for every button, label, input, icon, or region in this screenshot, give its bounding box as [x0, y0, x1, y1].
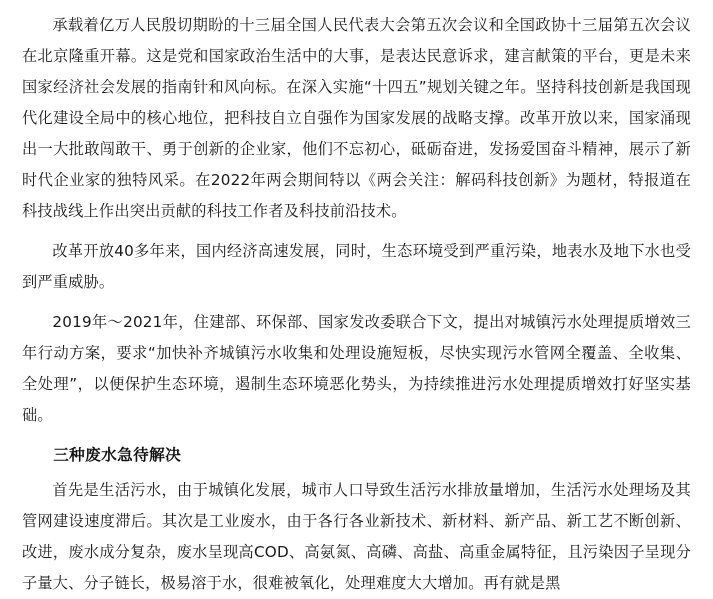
paragraph-intro: 承载着亿万人民殷切期盼的十三届全国人民代表大会第五次会议和全国政协十三届第五次会议在北京隆重开幕。这是党和国家政治生活中的大事，是表达民意诉求，建言献策的平台，更是未来国家经济社会发展的指南针和风向标。在深入实施“十四五”规划关键之年。坚持科技创新是我国现代化建设全局中的核心地位，把科技自立自强作为国家发展的战略支撑。改革开放以来，国家涌现出一大批敢闯敢干、勇于创新的企业家，他们不忘初心，砥砺奋进，发扬爱国奋斗精神，展示了新时代企业家的独特风采。在2022年两会期间特以《两会关注：解码科技创新》为题材，特报道在科技战线上作出突出贡献的科技工作者及科技前沿技术。: [22, 16, 691, 220]
paragraph-policy: 2019年～2021年，住建部、环保部、国家发改委联合下文，提出对城镇污水处理提质增效三年行动方案，要求“加快补齐城镇污水收集和处理设施短板，尽快实现污水管网全覆盖、全收集、全处理”，以便保护生态环境，遏制生态环境恶化势头，为持续推进污水处理提质增效打好坚实基础。: [22, 313, 691, 424]
paragraph-reform: 改革开放40多年来，国内经济高速发展，同时，生态环境受到严重污染，地表水及地下水也受到严重威胁。: [22, 242, 691, 291]
paragraph-wastewater-types: 首先是生活污水，由于城镇化发展，城市人口导致生活污水排放量增加，生活污水处理场及其管网建设速度滞后。其次是工业废水，由于各行各业新技术、新材料、新产品、新工艺不断创新、改进，废水成分复杂，废水呈现高COD、高氨氮、高磷、高盐、高重金属特征，且污染因子呈现分子量大、分子链长，极易溶于水，很难被氧化，处理难度大大增加。再有就是黑: [22, 481, 691, 592]
section-heading-wastewater: 三种废水急待解决: [53, 446, 182, 464]
